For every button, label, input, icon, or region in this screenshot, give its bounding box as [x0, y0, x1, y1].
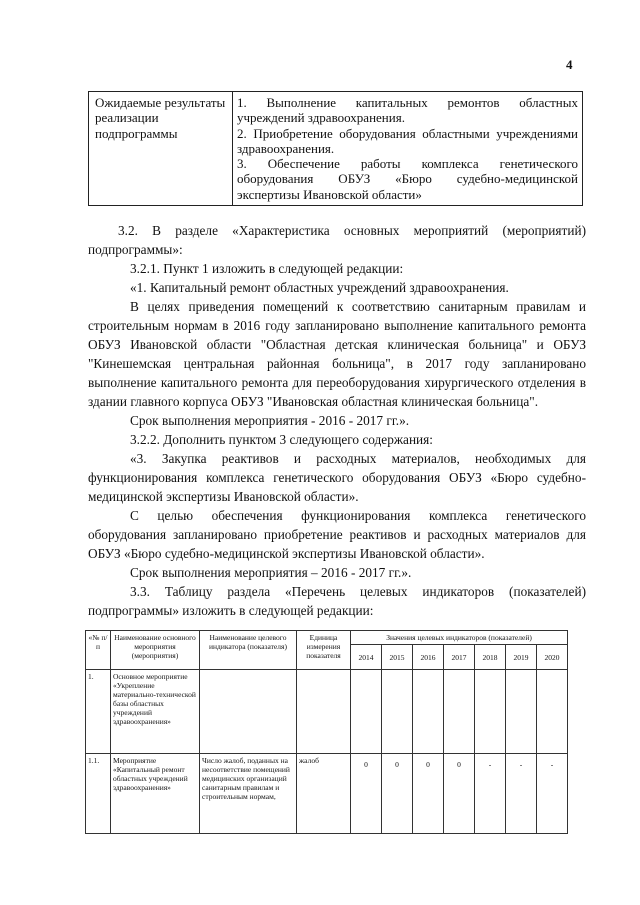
section-3-2-heading: 3.2. В разделе «Характеристика основных мероприятий (мероприятий) подпрограммы»: [88, 223, 586, 257]
section-3-2-1: 3.2.1. Пункт 1 изложить в следующей редакции: [130, 261, 404, 276]
header-year: 2020 [537, 645, 568, 670]
header-year: 2018 [475, 645, 506, 670]
header-year: 2014 [351, 645, 382, 670]
page-number: 4 [566, 57, 573, 72]
table-row [86, 754, 568, 834]
expected-result-item: 2. Приобретение оборудования областными учреждениями здравоохранения. [237, 125, 578, 156]
table-row [86, 670, 568, 754]
row-event: Мероприятие «Капитальный ремонт областных учреждений здравоохранения» [111, 754, 200, 834]
document-body [88, 221, 586, 620]
row-value [475, 670, 506, 754]
item-3-description: С целью обеспечения функционирования комплекса генетического оборудования запланировано приобретение реактивов и расходных материалов для ОБУЗ «Бюро судебно-медицинской экспертизы Ивановской области». [88, 508, 586, 561]
header-year: 2016 [413, 645, 444, 670]
row-event: Основное мероприятие «Укрепление материально-технической базы областных учреждений здравоохранения» [111, 670, 200, 754]
row-indicator [200, 670, 297, 754]
row-unit [297, 670, 351, 754]
row-value [382, 670, 413, 754]
row-value: - [537, 754, 568, 834]
header-num: «№ п/п [86, 631, 111, 670]
section-3-2-2: 3.2.2. Дополнить пунктом 3 следующего содержания: [130, 432, 433, 447]
item-1-deadline: Срок выполнения мероприятия - 2016 - 2017 гг.». [130, 413, 410, 428]
row-value: 0 [444, 754, 475, 834]
expected-result-item: 3. Обеспечение работы комплекса генетического оборудования ОБУЗ «Бюро судебно-медицинской экспертизы Ивановской области» [237, 156, 578, 202]
row-value [351, 670, 382, 754]
row-value: 0 [413, 754, 444, 834]
item-1-description: В целях приведения помещений к соответствию санитарным правилам и строительным нормам в 2016 году запланировано выполнение капитального ремонта ОБУЗ Ивановской области "Областная детская клиническая больница" и ОБУЗ "Кинешемская центральная районная больница", в 2017 году запланировано выполнение капитального ремонта для переоборудования хирургического отделения в здании главного корпуса ОБУЗ "Ивановская областная клиническая больница". [88, 299, 586, 409]
row-value [506, 670, 537, 754]
section-3-3: 3.3. Таблицу раздела «Перечень целевых индикаторов (показателей) подпрограммы» изложить в следующей редакции: [88, 584, 586, 618]
header-year: 2019 [506, 645, 537, 670]
row-value [413, 670, 444, 754]
row-value: 0 [351, 754, 382, 834]
indicators-table [85, 630, 568, 834]
expected-results-table [88, 91, 583, 206]
item-1-title: «1. Капитальный ремонт областных учреждений здравоохранения. [130, 280, 509, 295]
expected-results-items [233, 92, 583, 206]
header-indicator: Наименование целевого индикатора (показателя) [200, 631, 297, 670]
row-indicator: Число жалоб, поданных на несоответствие помещений медицинских организаций санитарным правилам и строительным нормам, [200, 754, 297, 834]
expected-results-label: Ожидаемые результаты реализации подпрограммы [89, 92, 233, 206]
expected-result-item: 1. Выполнение капитальных ремонтов областных учреждений здравоохранения. [237, 95, 578, 126]
row-value [444, 670, 475, 754]
header-unit: Единица измерения показателя [297, 631, 351, 670]
row-num: 1. [86, 670, 111, 754]
item-3-title: «3. Закупка реактивов и расходных материалов, необходимых для функционирования комплекса генетического оборудования ОБУЗ «Бюро судебно-медицинской экспертизы Ивановской области». [88, 451, 586, 504]
header-event: Наименование основного мероприятия (мероприятия) [111, 631, 200, 670]
row-value: 0 [382, 754, 413, 834]
row-unit: жалоб [297, 754, 351, 834]
header-year: 2017 [444, 645, 475, 670]
row-value: - [475, 754, 506, 834]
row-value [537, 670, 568, 754]
header-year: 2015 [382, 645, 413, 670]
item-3-deadline: Срок выполнения мероприятия – 2016 - 2017 гг.». [130, 565, 412, 580]
header-values: Значения целевых индикаторов (показателей) [351, 631, 568, 645]
row-value: - [506, 754, 537, 834]
row-num: 1.1. [86, 754, 111, 834]
